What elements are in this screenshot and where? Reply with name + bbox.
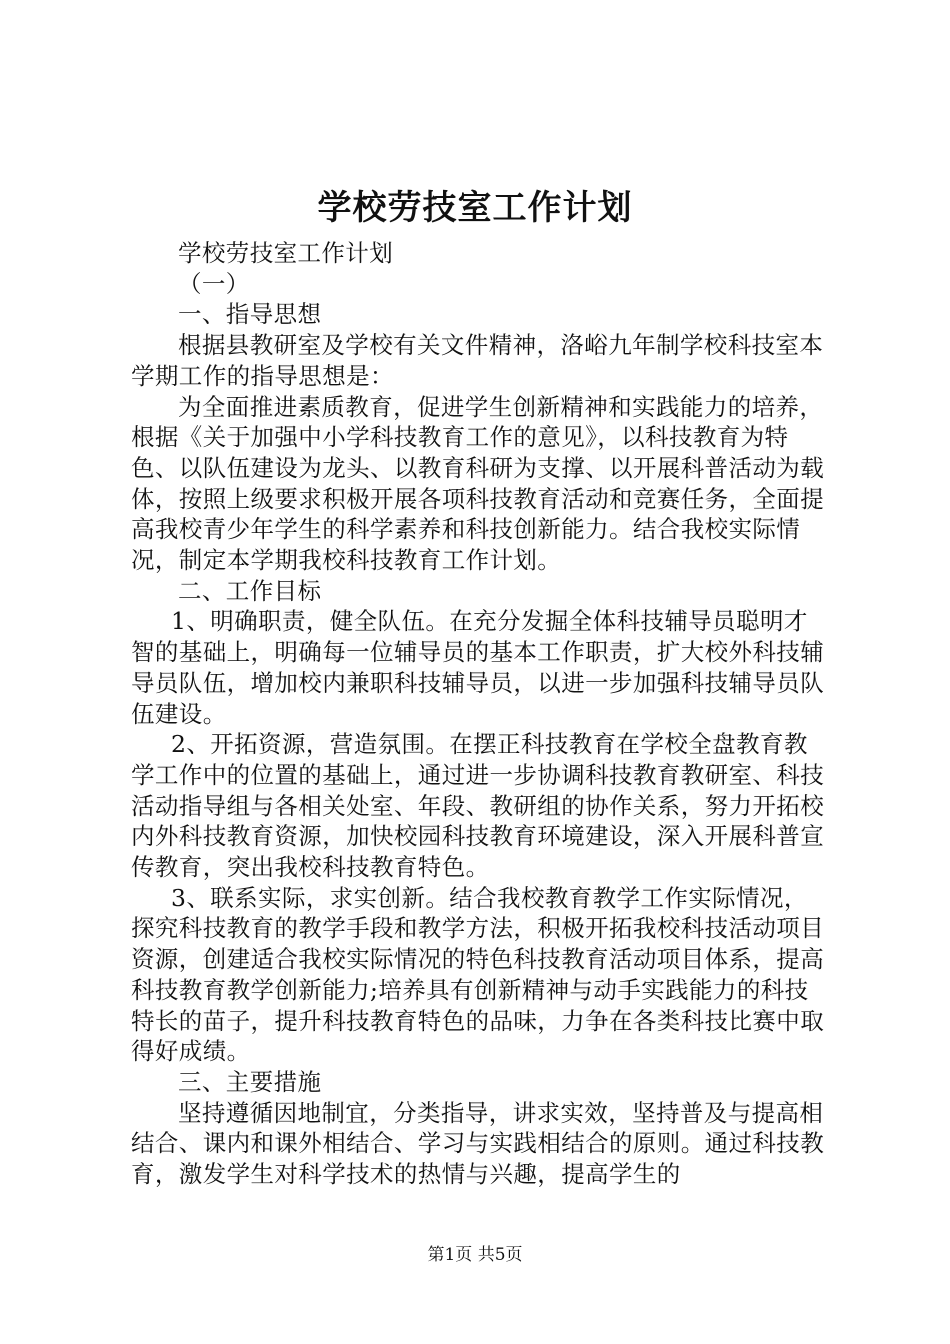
page-footer: 第1页 共5页 [427,1245,523,1265]
subtitle-paragraph: 学校劳技室工作计划 [178,239,394,267]
heading-guiding-ideology: 一、指导思想 [178,300,322,329]
paragraph-guiding-basis: 根据县教研室及学校有关文件精神，洛峪九年制学校科技室本学期工作的指导思想是： [131,331,824,390]
heading-work-goals: 二、工作目标 [178,576,322,605]
paragraph-measures: 坚持遵循因地制宜，分类指导，讲求实效，坚持普及与提高相结合、课内和课外相结合、学习与实践相结合的原则。通过科技教育，激发学生对科学技术的热情与兴趣，提高学生的 [131,1098,825,1189]
paragraph-goal-2: 2、开拓资源，营造氛围。在摆正科技教育在学校全盘教育教学工作中的位置的基础上，通过进一步协调科技教育教研室、科技活动指导组与各相关处室、年段、教研组的协作关系，努力开拓校内外科技教育资源，加快校园科技教育环境建设，深入开展科普宣传教育，突出我校科技教育特色。 [131,730,825,882]
paragraph-goal-3: 3、联系实际，求实创新。结合我校教育教学工作实际情况，探究科技教育的教学手段和教学方法，积极开拓我校科技活动项目资源，创建适合我校实际情况的特色科技教育活动项目体系，提高科技教育教学创新能力;培养具有创新精神与动手实践能力的科技特长的苗子，提升科技教育特色的品味，力争在各类科技比赛中取得好成绩。 [131,883,825,1066]
document-title: 学校劳技室工作计划 [317,188,633,228]
section-number: （一） [178,269,250,298]
paragraph-guiding-content: 为全面推进素质教育，促进学生创新精神和实践能力的培养，根据《关于加强中小学科技教育工作的意见》，以科技教育为特色、以队伍建设为龙头、以教育科研为支撑、以开展科普活动为载体，按照上级要求积极开展各项科技教育活动和竞赛任务，全面提高我校青少年学生的科学素养和科技创新能力。结合我校实际情况，制定本学期我校科技教育工作计划。 [131,392,825,575]
document-body [131,238,831,1190]
heading-main-measures: 三、主要措施 [178,1067,322,1096]
paragraph-goal-1: 1、明确职责，健全队伍。在充分发掘全体科技辅导员聪明才智的基础上，明确每一位辅导员的基本工作职责，扩大校外科技辅导员队伍，增加校内兼职科技辅导员，以进一步加强科技辅导员队伍建设。 [131,607,825,728]
